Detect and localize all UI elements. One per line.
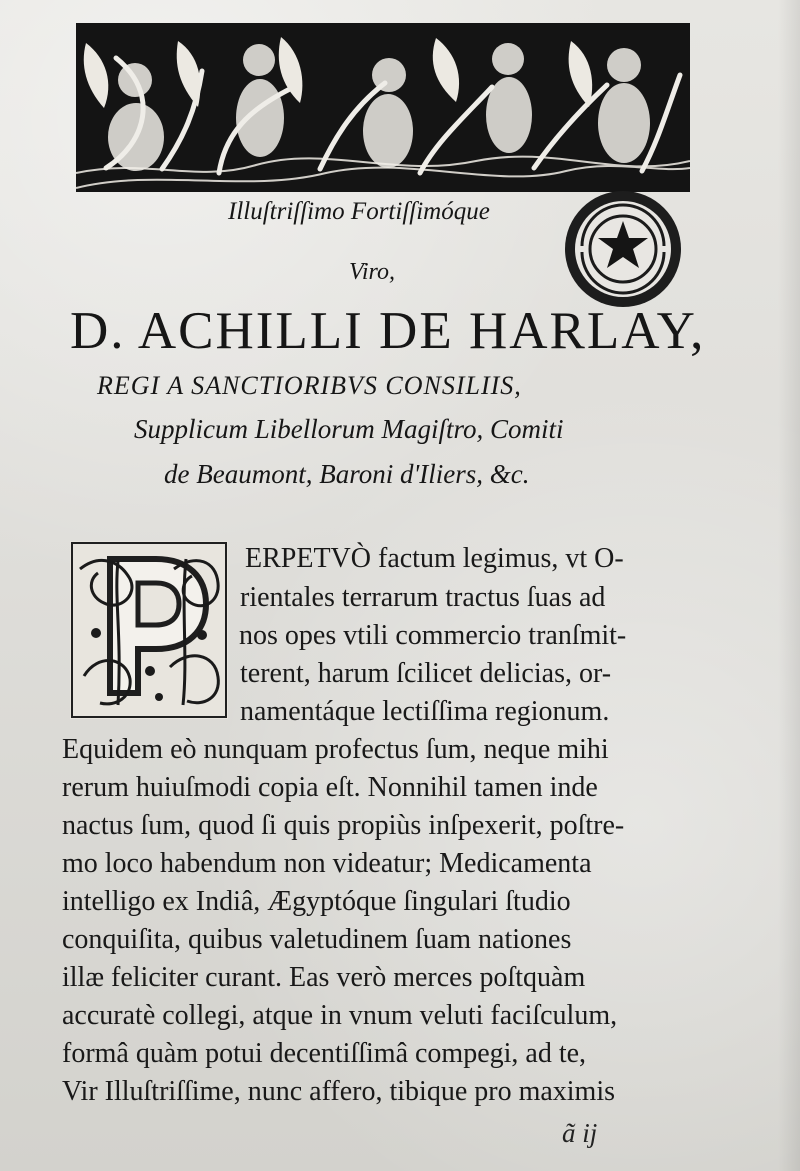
- dedication-line-1: Illuſtriſſimo Fortiſſimóque: [228, 198, 490, 225]
- body-line-9: mo loco habendum non videatur; Medicamenta: [62, 848, 592, 879]
- body-line-5: namentáque lectiſſima regionum.: [240, 696, 610, 727]
- body-line-2: rientales terrarum tractus ſuas ad: [240, 582, 606, 613]
- body-line-7: rerum huiuſmodi copia eſt. Nonnihil tamen inde: [62, 772, 598, 803]
- dedication-line-4: REGI A SANCTIORIBVS CONSILIIS,: [97, 371, 522, 400]
- body-line-3: nos opes vtili commercio tranſmit-: [239, 620, 627, 651]
- body-line-15: Vir Illuſtriſſime, nunc affero, tibique pro maximis: [62, 1076, 616, 1107]
- signature-mark: ã ij: [562, 1118, 598, 1148]
- body-line-10: intelligo ex Indiâ, Ægyptóque ſingulari ſtudio: [62, 886, 571, 917]
- body-line-6: Equidem eò nunquam profectus ſum, neque mihi: [62, 734, 609, 765]
- body-line-12: illæ feliciter curant. Eas verò merces poſtquàm: [62, 962, 586, 993]
- body-line-8: nactus ſum, quod ſi quis propiùs inſpexerit, poſtre-: [62, 810, 625, 841]
- decorated-initial: [70, 541, 228, 719]
- woodcut-header-ornament: [76, 23, 690, 192]
- decorated-initial-p-icon: [70, 541, 228, 719]
- dedication-line-6: de Beaumont, Baroni d'Iliers, &c.: [164, 459, 530, 489]
- body-line-1: ERPETVÒ factum legimus, vt O-: [245, 543, 624, 574]
- dedication-name: D. ACHILLI DE HARLAY,: [70, 302, 706, 360]
- body-line-14: formâ quàm potui decentiſſimâ compegi, ad te,: [62, 1038, 587, 1069]
- body-line-13: accuratè collegi, atque in vnum veluti faciſculum,: [62, 1000, 618, 1031]
- library-stamp-icon: [562, 188, 684, 310]
- body-line-11: conquiſita, quibus valetudinem ſuam nationes: [62, 924, 572, 955]
- ownership-stamp: [562, 188, 684, 310]
- dedication-line-2: Viro,: [349, 259, 395, 285]
- body-line-4: terent, harum ſcilicet delicias, or-: [240, 658, 612, 689]
- woodcut-cherubs-band-icon: [76, 23, 690, 192]
- dedication-line-5: Supplicum Libellorum Magiſtro, Comiti: [134, 414, 564, 444]
